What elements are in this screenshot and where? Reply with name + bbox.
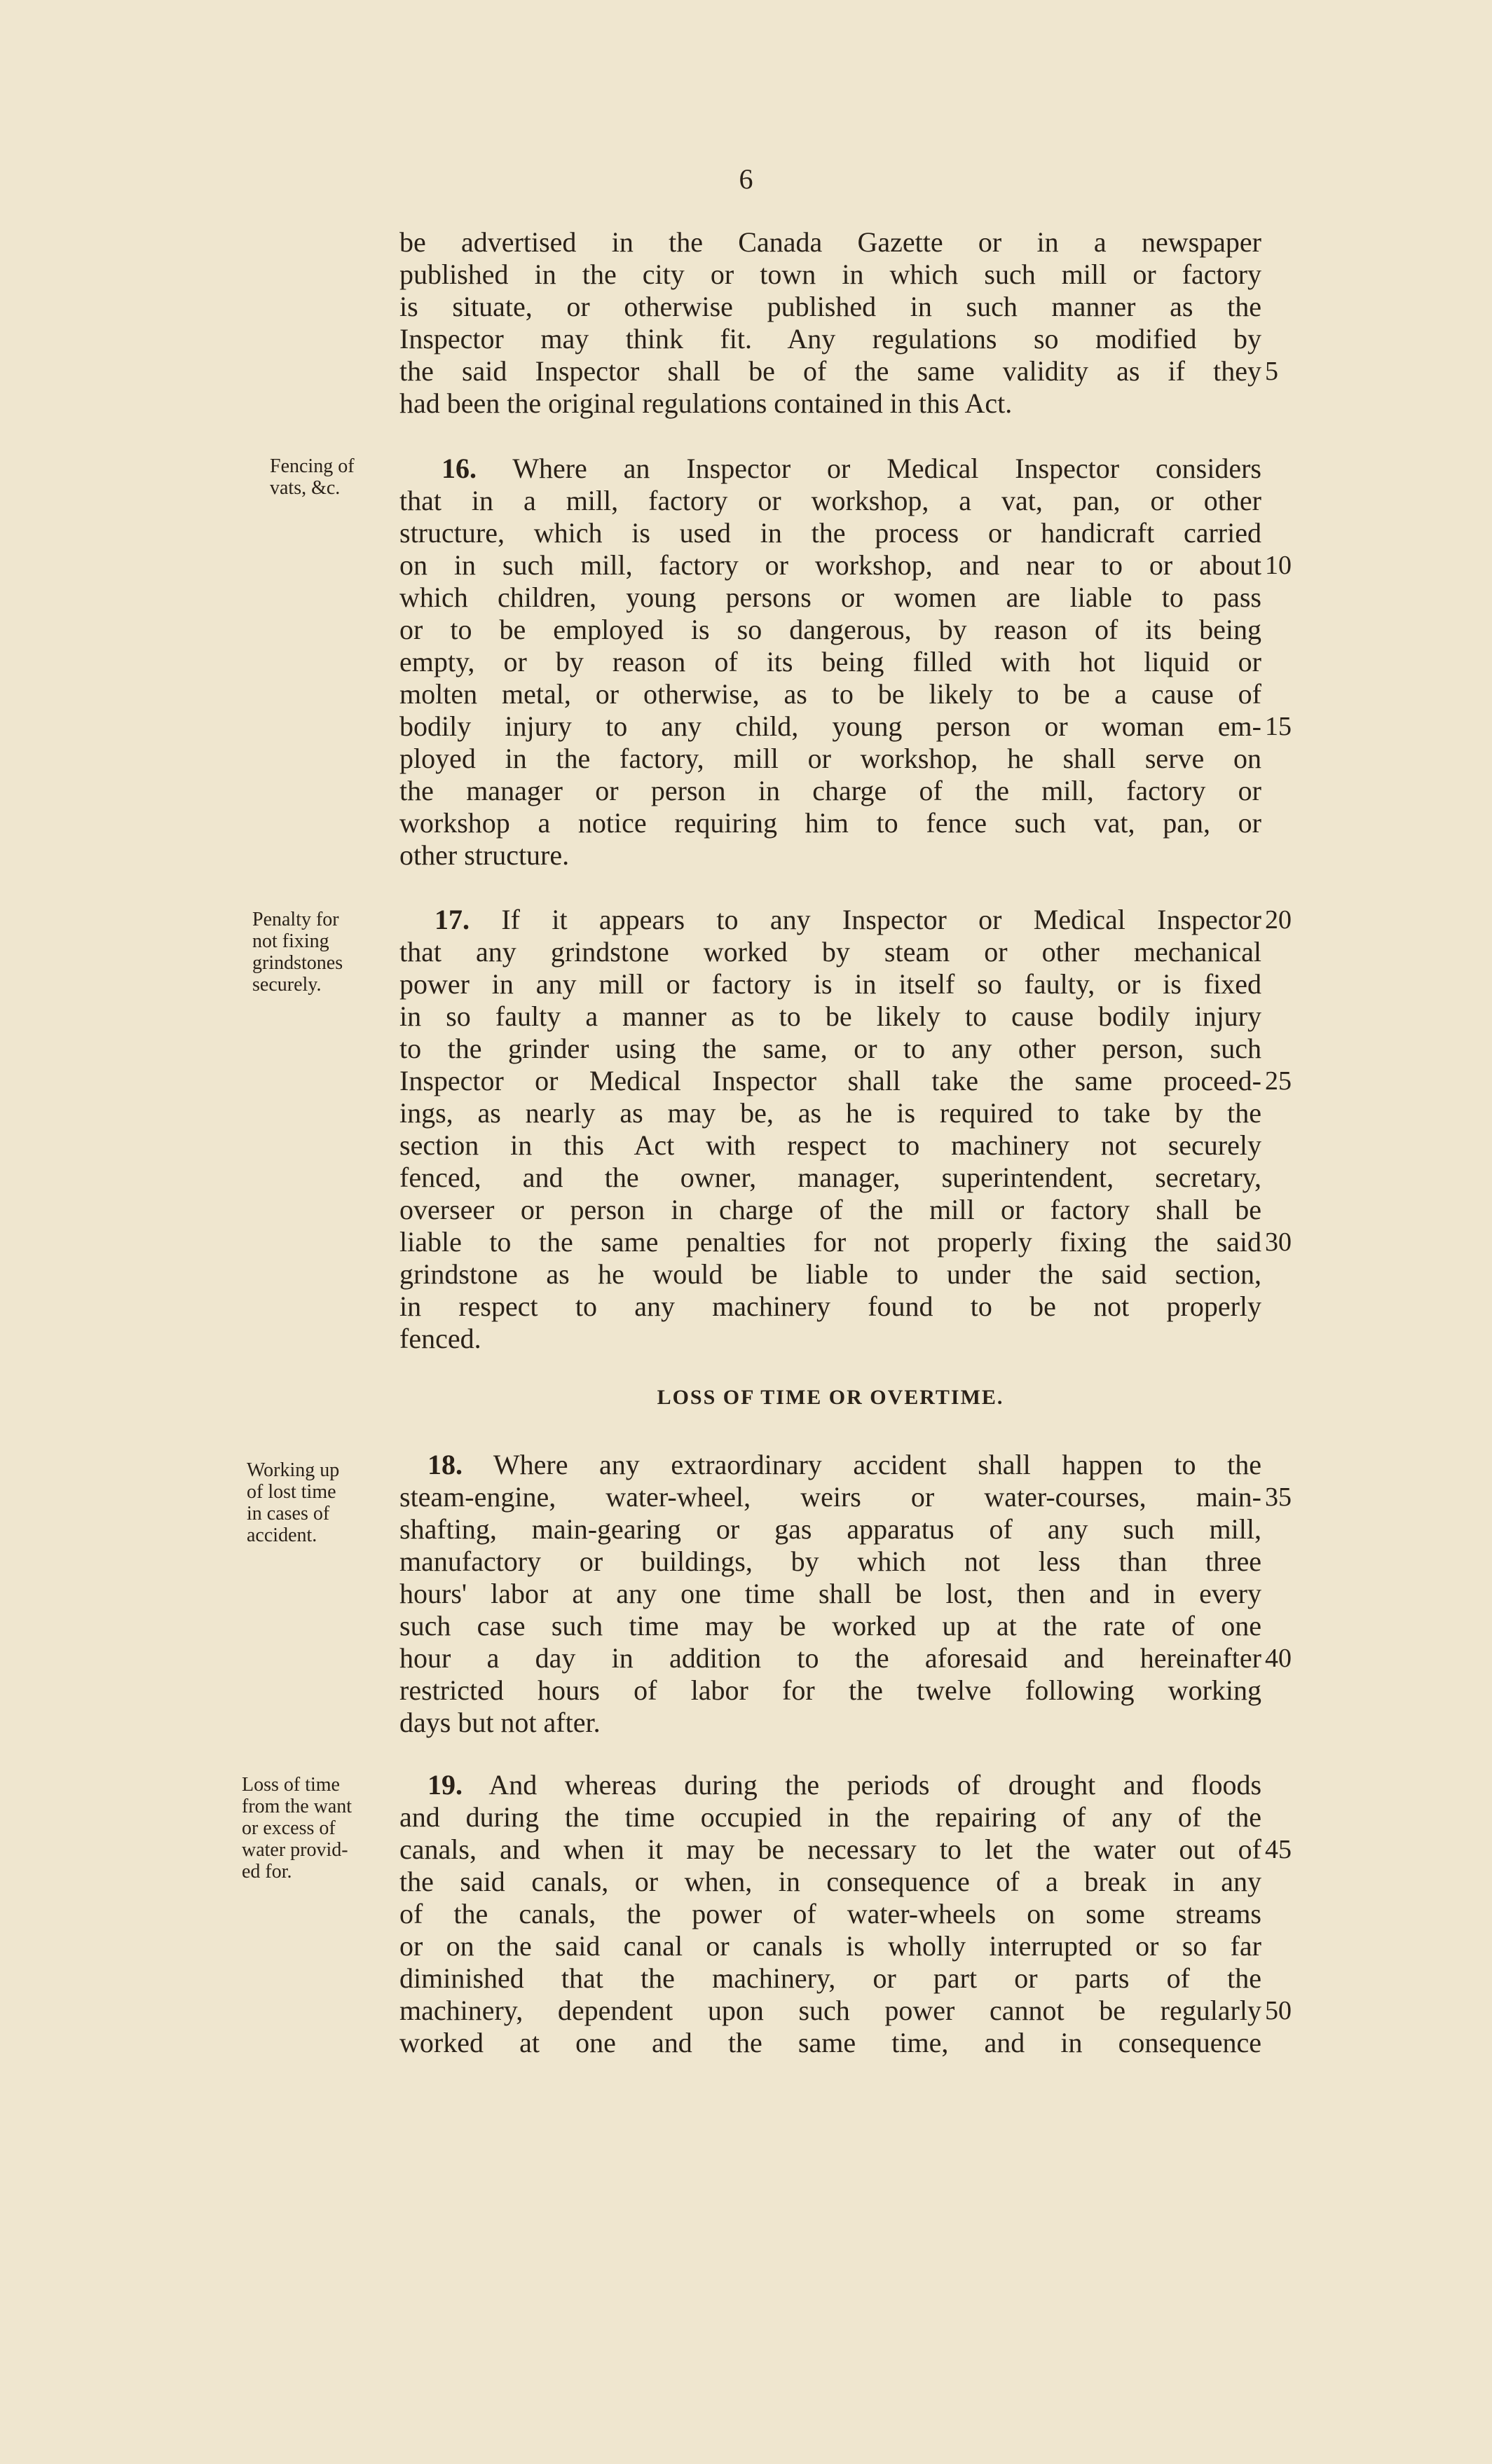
text-line: to the grinder using the same, or to any other person, such <box>399 1033 1261 1064</box>
text-line: bodily injury to any child, young person or woman em- <box>399 710 1261 742</box>
line-number: 10 <box>1265 551 1292 580</box>
text-line: other structure. <box>399 839 570 871</box>
text-line: liable to the same penalties for not properly fixing the said <box>399 1226 1261 1258</box>
line-number: 20 <box>1265 905 1292 935</box>
text-line: worked at one and the same time, and in consequence <box>399 2027 1261 2058</box>
text-line: 17. If it appears to any Inspector or Medical Inspector <box>434 904 1261 935</box>
line-number: 25 <box>1265 1066 1292 1096</box>
text-line: overseer or person in charge of the mill or factory shall be <box>399 1194 1261 1225</box>
line-number: 35 <box>1265 1482 1292 1512</box>
text-line: ployed in the factory, mill or workshop, he shall serve on <box>399 743 1261 774</box>
section-heading: LOSS OF TIME OR OVERTIME. <box>657 1386 1004 1409</box>
text-line: steam-engine, water-wheel, weirs or water-courses, main- <box>399 1481 1261 1513</box>
text-line: molten metal, or otherwise, as to be likely to be a cause of <box>399 678 1261 710</box>
text-line: days but not after. <box>399 1707 601 1738</box>
line-number: 45 <box>1265 1835 1292 1864</box>
text-line: is situate, or otherwise published in such manner as the <box>399 291 1261 322</box>
text-line: ings, as nearly as may be, as he is required to take by the <box>399 1097 1261 1129</box>
text-line: power in any mill or factory is in itself so faulty, or is fixed <box>399 968 1261 1000</box>
text-line: machinery, dependent upon such power cannot be regularly <box>399 1995 1261 2026</box>
text-line: Inspector or Medical Inspector shall take the same proceed- <box>399 1065 1261 1096</box>
text-line: or to be employed is so dangerous, by reason of its being <box>399 614 1261 645</box>
text-line: published in the city or town in which such mill or factory <box>399 259 1261 290</box>
text-line: such case such time may be worked up at the rate of one <box>399 1610 1261 1641</box>
line-number: 15 <box>1265 712 1292 741</box>
text-line: diminished that the machinery, or part or parts of the <box>399 1962 1261 1994</box>
text-line: and during the time occupied in the repairing of any of the <box>399 1801 1261 1833</box>
text-line: the manager or person in charge of the mill, factory or <box>399 775 1261 806</box>
text-line: in so faulty a manner as to be likely to cause bodily injury <box>399 1000 1261 1032</box>
text-line: that in a mill, factory or workshop, a vat, pan, or other <box>399 485 1261 516</box>
text-line: 18. Where any extraordinary accident shall happen to the <box>427 1449 1261 1480</box>
page-number: 6 <box>739 163 753 195</box>
text-line: the said Inspector shall be of the same validity as if they <box>399 355 1261 387</box>
margin-note-s18: Working up of lost time in cases of accident. <box>247 1459 340 1546</box>
text-line: Inspector may think fit. Any regulations so modified by <box>399 323 1261 355</box>
line-number: 40 <box>1265 1644 1292 1673</box>
text-line: hour a day in addition to the aforesaid and hereinafter <box>399 1642 1261 1674</box>
text-line: canals, and when it may be necessary to let the water out of <box>399 1833 1261 1865</box>
text-line: or on the said canal or canals is wholly interrupted or so far <box>399 1930 1261 1962</box>
text-line: fenced. <box>399 1323 481 1354</box>
text-line: grindstone as he would be liable to under the said section, <box>399 1258 1261 1290</box>
text-line: 16. Where an Inspector or Medical Inspector considers <box>442 453 1261 484</box>
text-line: shafting, main-gearing or gas apparatus of any such mill, <box>399 1513 1261 1545</box>
text-line: on in such mill, factory or workshop, and near to or about <box>399 549 1261 581</box>
text-line: of the canals, the power of water-wheels on some streams <box>399 1898 1261 1929</box>
section-number: 19. <box>427 1769 463 1801</box>
text-line: in respect to any machinery found to be not properly <box>399 1290 1261 1322</box>
text-line: empty, or by reason of its being filled with hot liquid or <box>399 646 1261 677</box>
text-line: 19. And whereas during the periods of drought and floods <box>427 1769 1262 1801</box>
line-number: 5 <box>1265 357 1278 386</box>
section-number: 16. <box>442 453 477 484</box>
text-line: restricted hours of labor for the twelve following working <box>399 1674 1261 1706</box>
section-number: 18. <box>427 1449 463 1480</box>
margin-note-s19: Loss of time from the want or excess of water provid- ed for. <box>242 1774 353 1883</box>
margin-note-s17: Penalty for not fixing grindstones securely. <box>252 909 343 996</box>
text-line: had been the original regulations contained in this Act. <box>399 387 1013 419</box>
text-line: fenced, and the owner, manager, superintendent, secretary, <box>399 1162 1261 1193</box>
text-line: manufactory or buildings, by which not less than three <box>399 1546 1261 1577</box>
text-line: the said canals, or when, in consequence of a break in any <box>399 1866 1261 1897</box>
section-number: 17. <box>434 904 470 935</box>
line-number: 30 <box>1265 1227 1292 1257</box>
line-number: 50 <box>1265 1996 1292 2025</box>
text-line: structure, which is used in the process or handicraft carried <box>399 517 1261 549</box>
text-line: be advertised in the Canada Gazette or in a newspaper <box>399 226 1261 258</box>
margin-note-s16: Fencing of vats, &c. <box>270 455 355 499</box>
text-line: workshop a notice requiring him to fence such vat, pan, or <box>399 807 1261 839</box>
text-line: section in this Act with respect to machinery not securely <box>399 1129 1261 1161</box>
text-line: which children, young persons or women are liable to pass <box>399 581 1261 613</box>
text-line: hours' labor at any one time shall be lost, then and in every <box>399 1578 1261 1609</box>
text-line: that any grindstone worked by steam or other mechanical <box>399 936 1261 968</box>
